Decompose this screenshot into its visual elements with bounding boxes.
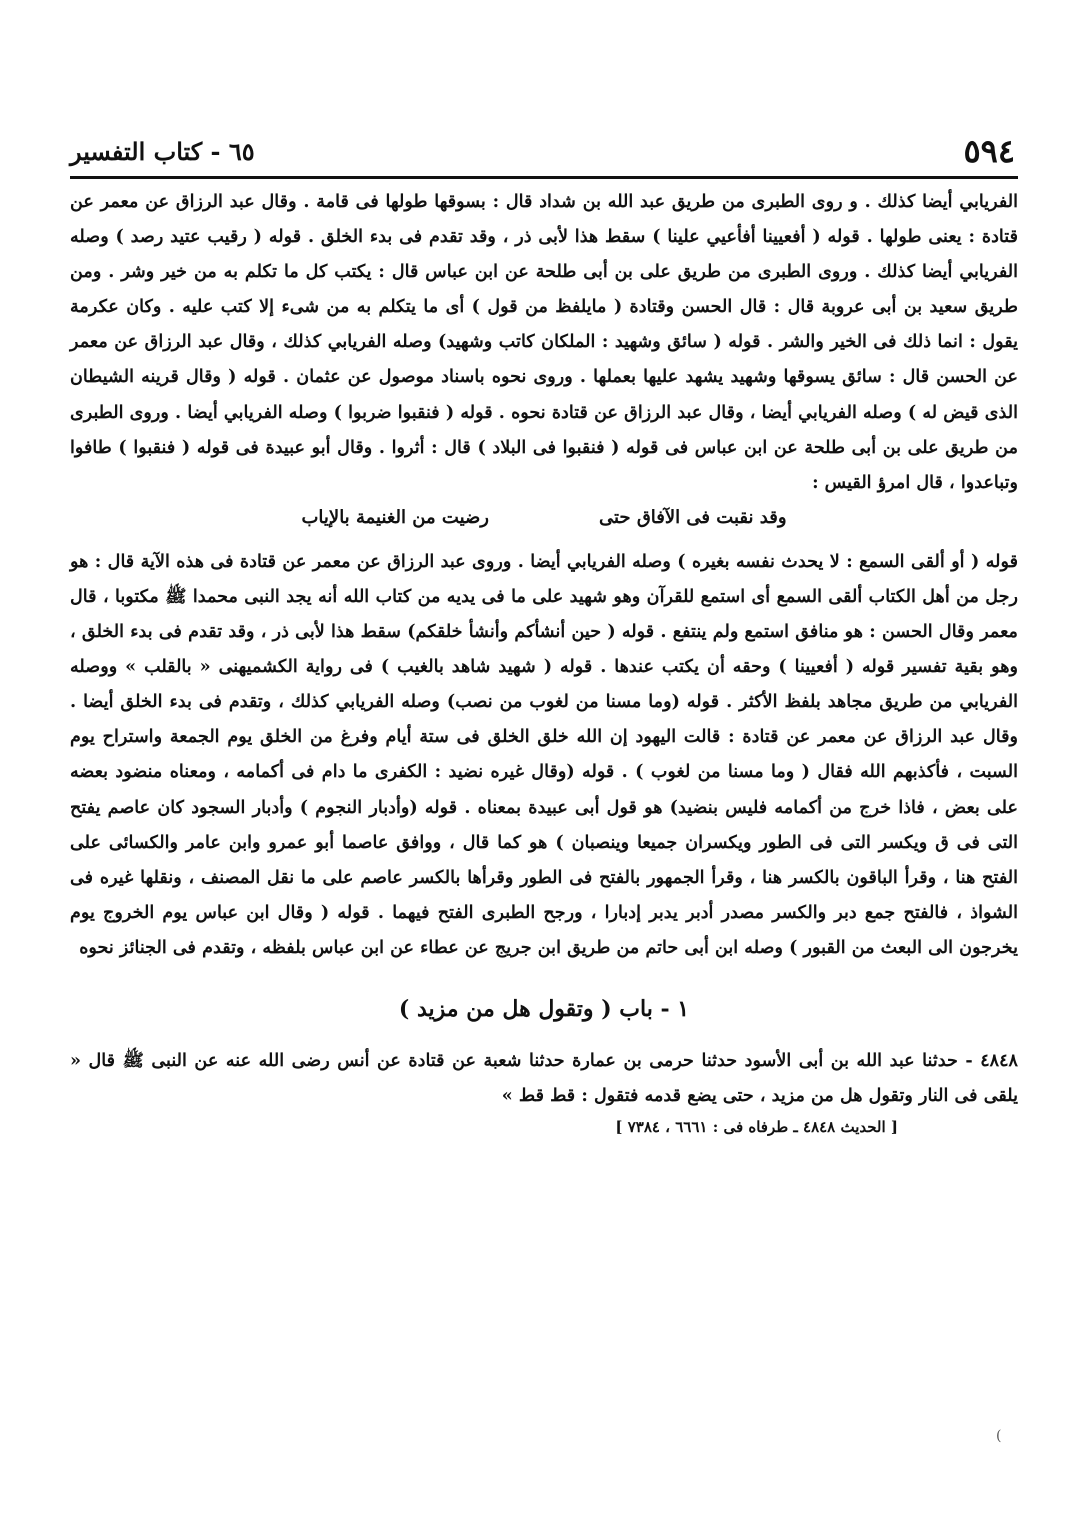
hadith-text: ٤٨٤٨ - حدثنا عبد الله بن أبى الأسود حدثنا حرمى بن عمارة حدثنا شعبة عن قتادة عن أنس رضى الله عنه عن النبى ﷺ قال « يلقى فى النار وتقول هل من مزيد ، حتى يضع قدمه فتقول : قط قط » xyxy=(70,1049,1018,1107)
book-title: ٦٥ - كتاب التفسير xyxy=(70,136,255,166)
verse-first-hemistich: وقد نقبت فى الآفاق حتى xyxy=(599,506,787,528)
margin-mark: ( xyxy=(996,1428,1002,1444)
chapter-heading: ١ - باب ( وتقول هل من مزيد ) xyxy=(398,995,690,1022)
header-rule xyxy=(70,176,1018,179)
page-header xyxy=(70,128,1015,174)
hadith-cross-reference: [ الحديث ٤٨٤٨ ـ طرفاه فى : ٦٦٦١ ، ٧٣٨٤ ] xyxy=(615,1118,898,1137)
poetry-verse xyxy=(70,500,1018,536)
commentary-paragraph-2: قوله ( أو ألقى السمع : لا يحدث نفسه بغيره ) وصله الفريابي أيضا . وروى عبد الرزاق عن معمر عن قتادة فى هذه الآية قال : هو رجل من أهل الكتاب ألقى السمع أى استمع للقرآن وهو شهيد على ما فى يديه من كتاب الله أنه يجد النبى محمدا ﷺ مكتوبا ، قال معمر وقال الحسن : هو منافق استمع ولم ينتفع . قوله ( حين أنشأكم وأنشأ خلقكم) سقط هذا لأبى ذر ، وقد تقدم فى بدء الخلق ، وهو بقية تفسير قوله ( أفعيينا ) وحقه أن يكتب عندها . قوله ( شهيد شاهد بالغيب ) فى رواية الكشميهنى « بالقلب » ووصله الفريابي من طريق مجاهد بلفظ الأكثر . قوله (وما مسنا من لغوب من نصب) وصله الفريابي كذلك ، وتقدم فى بدء الخلق أيضا . وقال عبد الرزاق عن معمر عن قتادة : قالت اليهود إن الله خلق الخلق فى ستة أيام وفرغ من الخلق يوم الجمعة واستراح يوم السبت ، فأكذبهم الله فقال ( وما مسنا من لغوب ) . قوله (وقال غيره نضيد : الكفرى ما دام فى أكمامه ، ومعناه منضود بعضه على بعض ، فاذا خرج من أكمامه فليس بنضيد) هو قول أبى عبيدة بمعناه . قوله (وأدبار النجوم ) وأدبار السجود كان عاصم يفتح التى فى ق ويكسر التى فى الطور ويكسران جميعا وينصبان ) هو كما قال ، ووافق عاصما أبو عمرو وابن عامر والكسائى على الفتح هنا ، وقرأ الباقون بالكسر هنا ، وقرأ الجمهور بالفتح فى الطور وقرأها بالكسر عاصم على ما نقل المصنف ، ونقلها غيره فى الشواذ ، فالفتح جمع دبر والكسر مصدر أدبر يدبر إدبارا ، ورجح الطبرى الفتح فيهما . قوله ( وقال ابن عباس يوم الخروج يوم يخرجون الى البعث من القبور ) وصله ابن أبى حاتم من طريق ابن جريج عن عطاء عن ابن عباس بلفظه ، وتقدم فى الجنائز نحوه xyxy=(70,550,1018,958)
page-body xyxy=(70,184,1018,1141)
commentary-paragraph-1: الفريابي أيضا كذلك . و روى الطبرى من طريق عبد الله بن شداد قال : بسوقها طولها فى قامة . وقال عبد الرزاق عن معمر عن قتادة : يعنى طولها . قوله ( أفعيينا أفأعيي علينا ) سقط هذا لأبى ذر ، وقد تقدم فى بدء الخلق . قوله ( رقيب عتيد رصد ) وصله الفريابي أيضا كذلك . وروى الطبرى من طريق على بن أبى طلحة عن ابن عباس قال : يكتب كل ما تكلم به من خير وشر . ومن طريق سعيد بن أبى عروبة قال : قال الحسن وقتادة ( مايلفظ من قول ) أى ما يتكلم به من شىء إلا كتب عليه . وكان عكرمة يقول : انما ذلك فى الخير والشر . قوله ( سائق وشهيد : الملكان كاتب وشهيد) وصله الفريابي كذلك ، وقال عبد الرزاق عن معمر عن الحسن قال : سائق يسوقها وشهيد يشهد عليها بعملها . وروى نحوه باسناد موصول عن عثمان . قوله ( وقال قرينه الشيطان الذى قيض له ) وصله الفريابي أيضا ، وقال عبد الرزاق عن قتادة نحوه . قوله ( فنقبوا ضربوا ) وصله الفريابي أيضا . وروى الطبرى من طريق على بن أبى طلحة عن ابن عباس فى قوله ( فنقبوا فى البلاد ) قال : أثروا . وقال أبو عبيدة فى قوله ( فنقبوا ) طافوا وتباعدوا ، قال امرؤ القيس : xyxy=(70,191,1018,493)
verse-second-hemistich: رضيت من الغنيمة بالإياب xyxy=(301,506,489,528)
page-number: ٥٩٤ xyxy=(963,132,1015,170)
